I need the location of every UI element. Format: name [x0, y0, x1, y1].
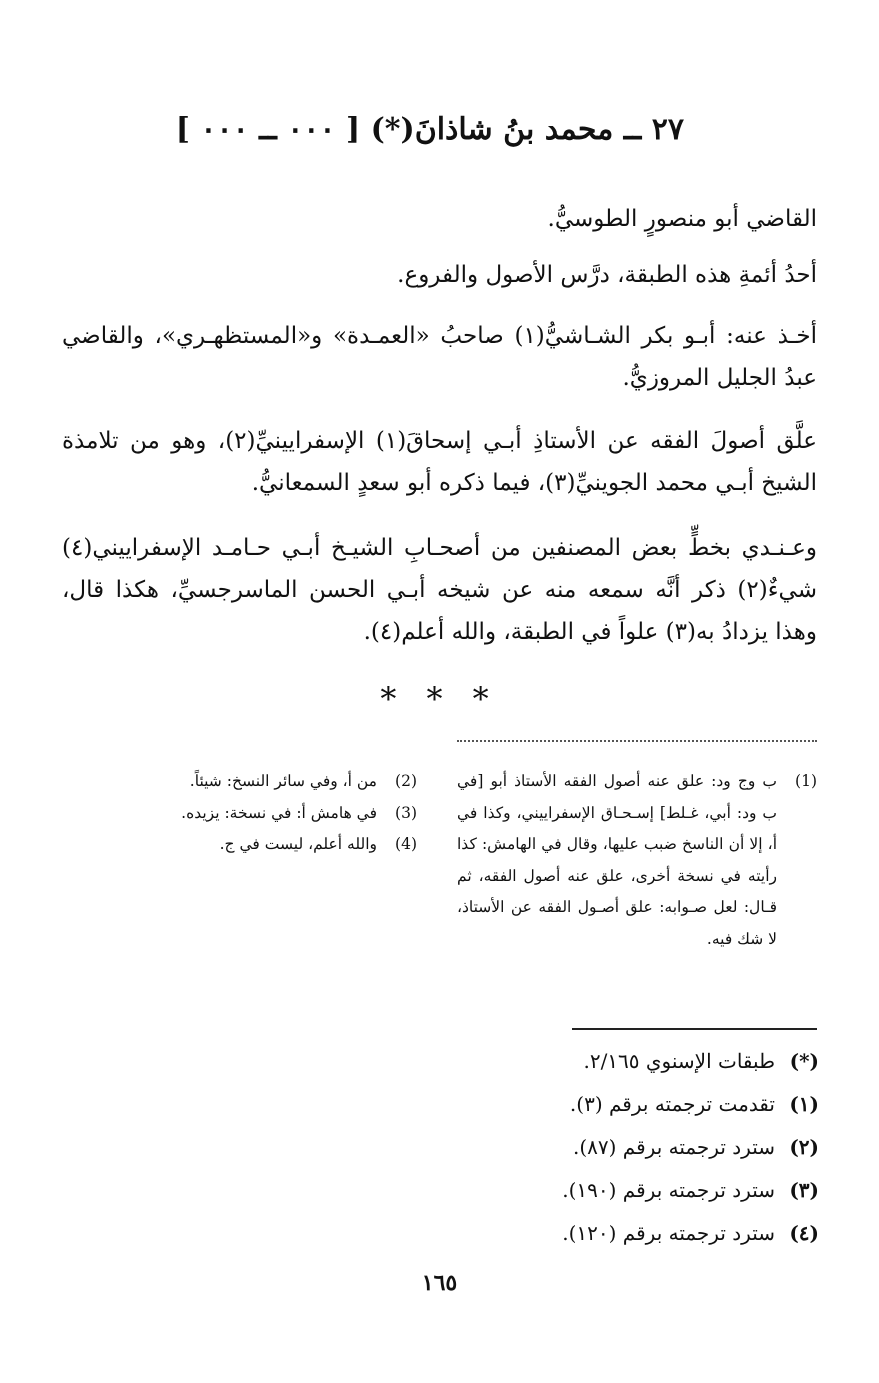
entry-heading: ٢٧ ــ محمد بنُ شاذانَ(*) [ ٠٠٠ ــ ٠٠٠ ]: [175, 112, 684, 147]
reference-number: (*): [789, 1049, 819, 1073]
dotted-divider: [457, 740, 817, 742]
reference-item: [369, 1083, 819, 1126]
note-number: (3): [395, 803, 417, 822]
note-text: ب وج ود: علق عنه أصول الفقه الأستاذ أبو [في ب ود: أبي، غـلط] إسـحـاق الإسفراييني، وكذا في أ، إلا أن الناسخ ضبب عليها، وقال في الهامش: كذا رأيته في نسخة أخرى، علق عنه أصول الفقه، ثم قـال: لعل صـوابه: علق أصـول الفقه عن الأستاذ، لا شك فيه.: [457, 772, 777, 948]
reference-text: تقدمت ترجمته برقم (٣).: [569, 1092, 775, 1116]
variant-notes-right: [457, 766, 817, 955]
variant-note: [157, 766, 417, 798]
reference-number: (٤): [789, 1221, 819, 1245]
variant-note: [157, 829, 417, 861]
note-number: (2): [395, 772, 417, 790]
body-paragraph: أحدُ أئمةِ هذه الطبقة، درَّس الأصول والفروع.: [397, 262, 817, 288]
reference-footnotes: [369, 1040, 819, 1255]
reference-item: [369, 1212, 819, 1255]
reference-item: [369, 1169, 819, 1212]
reference-text: سترد ترجمته برقم (١٢٠).: [562, 1221, 775, 1245]
reference-number: (٢): [789, 1135, 819, 1159]
body-paragraph: علَّق أصولَ الفقه عن الأستاذِ أبـي إسحاقَ(١) الإسفرايينيِّ(٢)، وهو من تلامذة الشيخ أبـي محمد الجوينيِّ(٣)، فيما ذكره أبو سعدٍ السمعانيُّ.: [62, 428, 817, 496]
variant-notes-left: [157, 766, 417, 861]
body-paragraph: أخـذ عنه: أبـو بكر الشـاشيُّ(١) صاحبُ «العمـدة» و«المستظهـري»، والقاضي عبدُ الجليل المروزيُّ.: [62, 323, 817, 391]
reference-text: سترد ترجمته برقم (١٩٠).: [562, 1178, 775, 1202]
variant-note: [157, 798, 417, 830]
section-separator: * * *: [380, 680, 499, 718]
reference-text: طبقات الإسنوي ٢/١٦٥.: [583, 1049, 775, 1073]
reference-number: (١): [789, 1092, 819, 1116]
page-number: ١٦٥: [421, 1270, 458, 1296]
reference-number: (٣): [789, 1178, 819, 1202]
note-text: من أ، وفي سائر النسخ: شيئاً.: [189, 772, 377, 790]
note-text: والله أعلم، ليست في ج.: [219, 835, 377, 853]
reference-text: سترد ترجمته برقم (٨٧).: [572, 1135, 775, 1159]
body-paragraph: وعـنـدي بخطٍّ بعض المصنفين من أصحـابِ الشيـخ أبـي حـامـد الإسفراييني(٤) شيءٌ(٢) ذكر أنَّه سمعه منه عن شيخه أبـي الحسن الماسرجسيِّ، هكذا قال، وهذا يزدادُ به(٣) علواً في الطبقة، والله أعلم(٤).: [62, 535, 817, 645]
note-number: (4): [395, 835, 417, 853]
note-text: في هامش أ: في نسخة: يزيده.: [181, 803, 377, 822]
note-number: (1): [795, 772, 817, 790]
reference-item: [369, 1040, 819, 1083]
footnote-rule: [572, 1028, 817, 1030]
variant-note: [457, 766, 817, 955]
body-paragraph: القاضي أبو منصورٍ الطوسيُّ.: [547, 206, 817, 232]
reference-item: [369, 1126, 819, 1169]
